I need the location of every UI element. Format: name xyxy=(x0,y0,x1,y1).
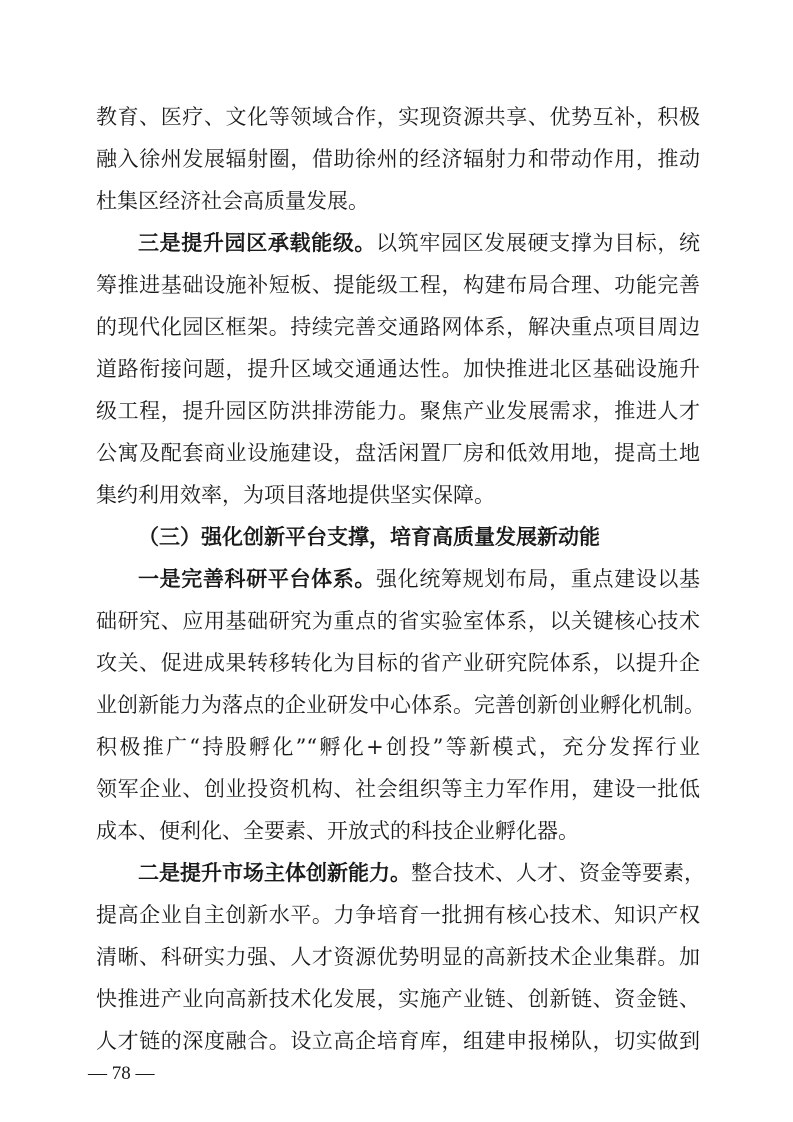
body-text-line: 杜集区经济社会高质量发展。 xyxy=(96,189,369,213)
body-text-line: 成本、便利化、全要素、开放式的科技企业孵化器。 xyxy=(96,819,579,843)
body-text-line: 领军企业、创业投资机构、社会组织等主力军作用，建设一批低 xyxy=(96,777,700,801)
paragraph-lead-bold: 一是完善科研平台体系。 xyxy=(138,566,377,591)
paragraph-first-line-rest: 强化统筹规划布局，重点建设以基 xyxy=(376,567,701,591)
body-text-line: 集约利用效率，为项目落地提供坚实保障。 xyxy=(96,483,495,507)
body-text-line: 人才链的深度融合。设立高企培育库，组建申报梯队，切实做到 xyxy=(96,1029,700,1053)
body-text-line: 道路衔接问题，提升区域交通通达性。加快推进北区基础设施升 xyxy=(96,357,700,381)
paragraph-first-line xyxy=(138,858,705,888)
body-text-line: 的现代化园区框架。持续完善交通路网体系，解决重点项目周边 xyxy=(96,315,700,339)
body-text-line: 级工程，提升园区防洪排涝能力。聚焦产业发展需求，推进人才 xyxy=(96,399,700,423)
body-text-line: 筹推进基础设施补短板、提能级工程，构建布局合理、功能完善 xyxy=(96,273,700,297)
page-number: — 78 — xyxy=(88,1063,155,1084)
body-text-line: 攻关、促进成果转移转化为目标的省产业研究院体系，以提升企 xyxy=(96,651,700,675)
body-text-line: 教育、医疗、文化等领域合作，实现资源共享、优势互补，积极 xyxy=(96,105,700,129)
body-text-line: 快推进产业向高新技术化发展，实施产业链、创新链、资金链、 xyxy=(96,987,700,1011)
paragraph-lead-bold: 三是提升园区承载能级。 xyxy=(138,230,377,255)
paragraph-lead-bold: 二是提升市场主体创新能力。 xyxy=(138,860,411,885)
body-text-line: 公寓及配套商业设施建设，盘活闲置厂房和低效用地，提高土地 xyxy=(96,441,700,465)
body-text-line: 积极推广“持股孵化”“孵化+创投”等新模式，充分发挥行业 xyxy=(96,735,700,759)
paragraph-first-line xyxy=(138,564,700,594)
paragraph-first-line-rest: 整合技术、人才、资金等要素， xyxy=(411,861,705,885)
body-text-line: 础研究、应用基础研究为重点的省实验室体系，以关键核心技术 xyxy=(96,609,700,633)
body-text-line: 业创新能力为落点的企业研发中心体系。完善创新创业孵化机制。 xyxy=(96,693,705,717)
paragraph-first-line xyxy=(138,228,700,258)
body-text-line: 融入徐州发展辐射圈，借助徐州的经济辐射力和带动作用，推动 xyxy=(96,147,700,171)
section-heading: （三）强化创新平台支撑，培育高质量发展新动能 xyxy=(138,524,600,549)
paragraph-first-line-rest: 以筑牢园区发展硬支撑为目标，统 xyxy=(376,231,701,255)
body-text-line: 清晰、科研实力强、人才资源优势明显的高新技术企业集群。加 xyxy=(96,945,700,969)
body-text-line: 提高企业自主创新水平。力争培育一批拥有核心技术、知识产权 xyxy=(96,903,700,927)
